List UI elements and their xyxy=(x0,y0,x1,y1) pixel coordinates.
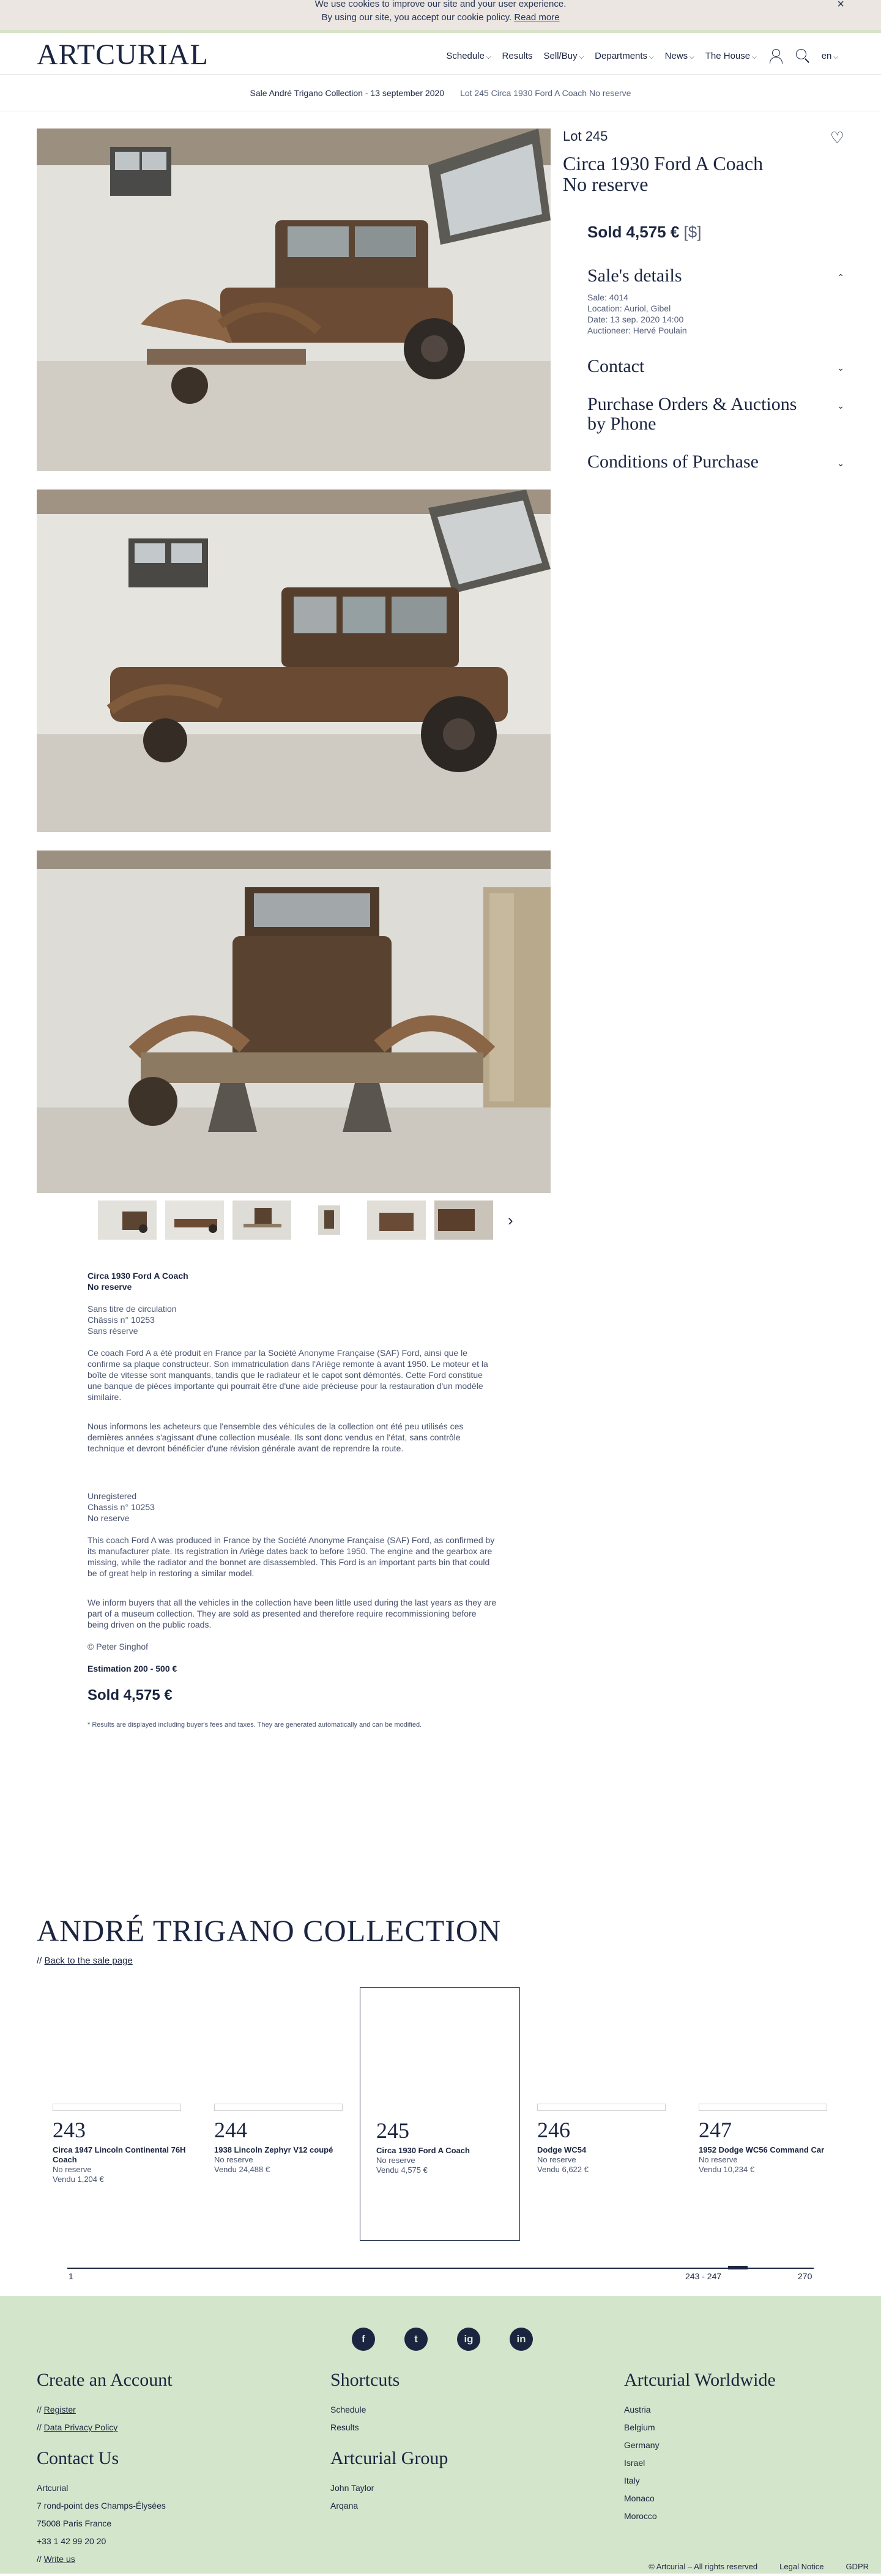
chevron-down-icon: ⌵ xyxy=(649,53,654,61)
photo-credit: © Peter Singhof xyxy=(87,1642,149,1651)
main-nav xyxy=(446,48,838,64)
chevron-down-icon: ⌵ xyxy=(833,53,838,61)
chevron-right-icon[interactable]: › xyxy=(508,1210,513,1229)
footer-link[interactable]: Schedule xyxy=(330,2405,366,2414)
chevron-down-icon: ⌄ xyxy=(837,363,844,373)
footer xyxy=(0,2296,881,2574)
language-select[interactable]: en ⌵ xyxy=(821,50,838,61)
facebook-icon[interactable]: f xyxy=(352,2328,375,2351)
lot-image-2[interactable] xyxy=(37,490,551,832)
chevron-down-icon: ⌵ xyxy=(752,53,757,61)
user-icon[interactable] xyxy=(768,48,784,64)
footer-worldwide: Artcurial Worldwide Austria Belgium Germany Israel Italy Monaco Morocco xyxy=(624,2368,776,2525)
nav-news[interactable]: News ⌵ xyxy=(664,50,694,61)
nav-the-house[interactable]: The House ⌵ xyxy=(705,50,757,61)
footer-link[interactable]: Arqana xyxy=(330,2501,359,2511)
lot-summary xyxy=(563,128,844,490)
footer-link[interactable]: Italy xyxy=(624,2476,640,2485)
lot-number: Lot 245 xyxy=(563,128,608,144)
lot-card[interactable]: 247 1952 Dodge WC56 Command Car No reserve Vendu 10,234 € xyxy=(683,1987,843,2241)
thumbnail-4[interactable] xyxy=(300,1201,359,1240)
social-links xyxy=(352,2328,533,2351)
breadcrumb-sale[interactable]: Sale André Trigano Collection - 13 september 2020 xyxy=(250,87,445,98)
lot-title: Circa 1930 Ford A Coach No reserve xyxy=(563,152,764,195)
thumbnail-3[interactable] xyxy=(232,1201,291,1240)
legal-notice-link[interactable]: Legal Notice xyxy=(779,2562,824,2571)
lot-card[interactable]: 243 Circa 1947 Lincoln Continental 76H Coach No reserve Vendu 1,204 € xyxy=(37,1987,197,2241)
description-title: Circa 1930 Ford A Coach No reserve xyxy=(87,1271,188,1292)
footer-shortcuts: Shortcuts Schedule Results xyxy=(330,2368,400,2436)
lot-image-1[interactable] xyxy=(37,128,551,471)
currency-toggle[interactable]: [$] xyxy=(683,223,702,241)
chevron-down-icon: ⌄ xyxy=(837,458,844,468)
lot-card[interactable]: 244 1938 Lincoln Zephyr V12 coupé No reserve Vendu 24,488 € xyxy=(198,1987,359,2241)
footer-contact: Contact Us Artcurial 7 rond-point des Champs-Élysées 75008 Paris France +33 1 42 99 20 20 // Write us xyxy=(37,2448,166,2564)
register-link[interactable]: Register xyxy=(43,2405,76,2414)
lot-card-active[interactable]: 245 Circa 1930 Ford A Coach No reserve Vendu 4,575 € xyxy=(360,1987,520,2241)
footer-link[interactable]: John Taylor xyxy=(330,2483,374,2493)
lot-card[interactable]: 246 Dodge WC54 No reserve Vendu 6,622 € xyxy=(521,1987,682,2241)
breadcrumb xyxy=(0,75,881,111)
slider-end: 270 xyxy=(798,2271,812,2281)
thumbnail-6[interactable] xyxy=(434,1201,493,1240)
footer-link[interactable]: Morocco xyxy=(624,2511,657,2521)
twitter-icon[interactable]: t xyxy=(404,2328,428,2351)
thumbnail-strip xyxy=(98,1201,513,1240)
description-fr-meta: Sans titre de circulation Châssis n° 10253 Sans réserve xyxy=(87,1304,177,1336)
footer-link[interactable]: Belgium xyxy=(624,2422,655,2432)
thumbnail-5[interactable] xyxy=(367,1201,426,1240)
chevron-down-icon: ⌄ xyxy=(837,401,844,411)
description-fr-p1: Ce coach Ford A a été produit en France par la Société Anonyme Française (SAF) Ford, ainsi que le confirme sa plaque constructeur. Son immatriculation dans l'Ariège remonte à avant 1950. Le moteur et la boîte de vitesse sont manquants, tandis que le radiateur et le capot sont démontés. Cette Ford constitue une banque de pièces importante qui pourrait être d'une aide précieuse pour la restauration d'un modèle similaire. xyxy=(87,1348,488,1402)
sold-price-bottom: Sold 4,575 € xyxy=(87,1687,173,1703)
lot-description xyxy=(87,1270,497,1730)
chevron-down-icon: ⌵ xyxy=(579,53,584,61)
sold-price: Sold 4,575 € [$] xyxy=(587,223,702,241)
gdpr-link[interactable]: GDPR xyxy=(846,2562,869,2571)
copyright: © Artcurial – All rights reserved xyxy=(649,2562,758,2571)
thumbnail-2[interactable] xyxy=(165,1201,224,1240)
accordion xyxy=(587,266,844,472)
cookie-read-more-link[interactable]: Read more xyxy=(514,12,560,23)
accordion-conditions[interactable]: Conditions of Purchase ⌄ xyxy=(587,452,844,472)
footer-link[interactable]: Germany xyxy=(624,2440,660,2450)
description-en-meta: Unregistered Chassis n° 10253 No reserve xyxy=(87,1491,155,1523)
slider-handle[interactable] xyxy=(728,2266,748,2269)
back-to-sale-link[interactable]: Back to the sale page xyxy=(44,1956,133,1966)
thumbnail-1[interactable] xyxy=(98,1201,157,1240)
footer-link[interactable]: Austria xyxy=(624,2405,651,2414)
nav-results[interactable]: Results xyxy=(502,50,533,61)
logo[interactable]: ARTCURIAL xyxy=(37,39,209,71)
heart-icon[interactable]: ♡ xyxy=(830,128,844,147)
description-fr-p2: Nous informons les acheteurs que l'ensemble des véhicules de la collection ont été peu utilisés ces dernières années s'agissant d'une collection muséale. Ils sont donc vendus en l'état, sans contrôle technique et devront bénéficier d'une révision générale avant de reprendre la route. xyxy=(87,1421,464,1453)
search-icon[interactable] xyxy=(795,48,811,64)
lot-image-3[interactable] xyxy=(37,851,551,1193)
footer-link[interactable]: Monaco xyxy=(624,2493,655,2503)
sale-details-body: Sale: 4014 Location: Auriol, Gibel Date: 13 sep. 2020 14:00 Auctioneer: Hervé Poulain xyxy=(587,292,687,335)
footer-link[interactable]: Results xyxy=(330,2422,359,2432)
nav-departments[interactable]: Departments ⌵ xyxy=(595,50,654,61)
description-en-p2: We inform buyers that all the vehicles in the collection have been little used during the last years as they are part of a museum collection. They are sold as presented and therefore require recommissioning before being driven on the public roads. xyxy=(87,1598,497,1629)
description-en-p1: This coach Ford A was produced in France by the Société Anonyme Française (SAF) Ford, as confirmed by its manufacturer plate. Its registration in Ariège dates back to before 1950. The engine and the gearbox are missing, while the radiator and the bonnet are disassembled. This Ford is an important parts bin that could be of great help in restoring a similar model. xyxy=(87,1535,495,1578)
lot-carousel xyxy=(37,1987,844,2241)
header xyxy=(0,33,881,75)
close-icon[interactable]: × xyxy=(837,0,844,11)
chevron-up-icon: ⌃ xyxy=(837,272,844,282)
nav-schedule[interactable]: Schedule ⌵ xyxy=(446,50,491,61)
lot-slider[interactable] xyxy=(67,2268,814,2269)
cookie-text-1: We use cookies to improve our site and your user experience. xyxy=(314,0,567,9)
results-footnote: * Results are displayed including buyer's fees and taxes. They are generated automatically and can be modified. xyxy=(87,1721,422,1729)
slider-range: 243 - 247 xyxy=(685,2271,722,2281)
instagram-icon[interactable]: ig xyxy=(457,2328,480,2351)
breadcrumb-lot: Lot 245 Circa 1930 Ford A Coach No reserve xyxy=(460,87,631,98)
write-us-link[interactable]: Write us xyxy=(43,2554,75,2564)
footer-group: Artcurial Group John Taylor Arqana xyxy=(330,2446,448,2515)
footer-bottom xyxy=(649,2562,869,2571)
chevron-down-icon: ⌵ xyxy=(486,53,491,61)
footer-link[interactable]: Israel xyxy=(624,2458,645,2468)
accordion-purchase-orders[interactable]: Purchase Orders & Auctions by Phone ⌄ xyxy=(587,394,844,434)
slider-start: 1 xyxy=(69,2271,73,2281)
accordion-sale-details[interactable]: Sale's details ⌃ xyxy=(587,266,844,286)
nav-sell-buy[interactable]: Sell/Buy ⌵ xyxy=(543,50,584,61)
accordion-contact[interactable]: Contact ⌄ xyxy=(587,356,844,376)
cookie-bar xyxy=(0,0,881,33)
estimation: Estimation 200 - 500 € xyxy=(87,1664,177,1673)
chevron-down-icon: ⌵ xyxy=(690,53,694,61)
linkedin-icon[interactable]: in xyxy=(510,2328,533,2351)
footer-account: Create an Account // Register // Data Privacy Policy xyxy=(37,2370,173,2432)
collection-title: ANDRÉ TRIGANO COLLECTION xyxy=(37,1913,502,1948)
back-link: // Back to the sale page xyxy=(37,1956,133,1966)
privacy-link[interactable]: Data Privacy Policy xyxy=(43,2422,118,2432)
cookie-text-2: By using our site, you accept our cookie policy. Read more xyxy=(321,12,560,23)
